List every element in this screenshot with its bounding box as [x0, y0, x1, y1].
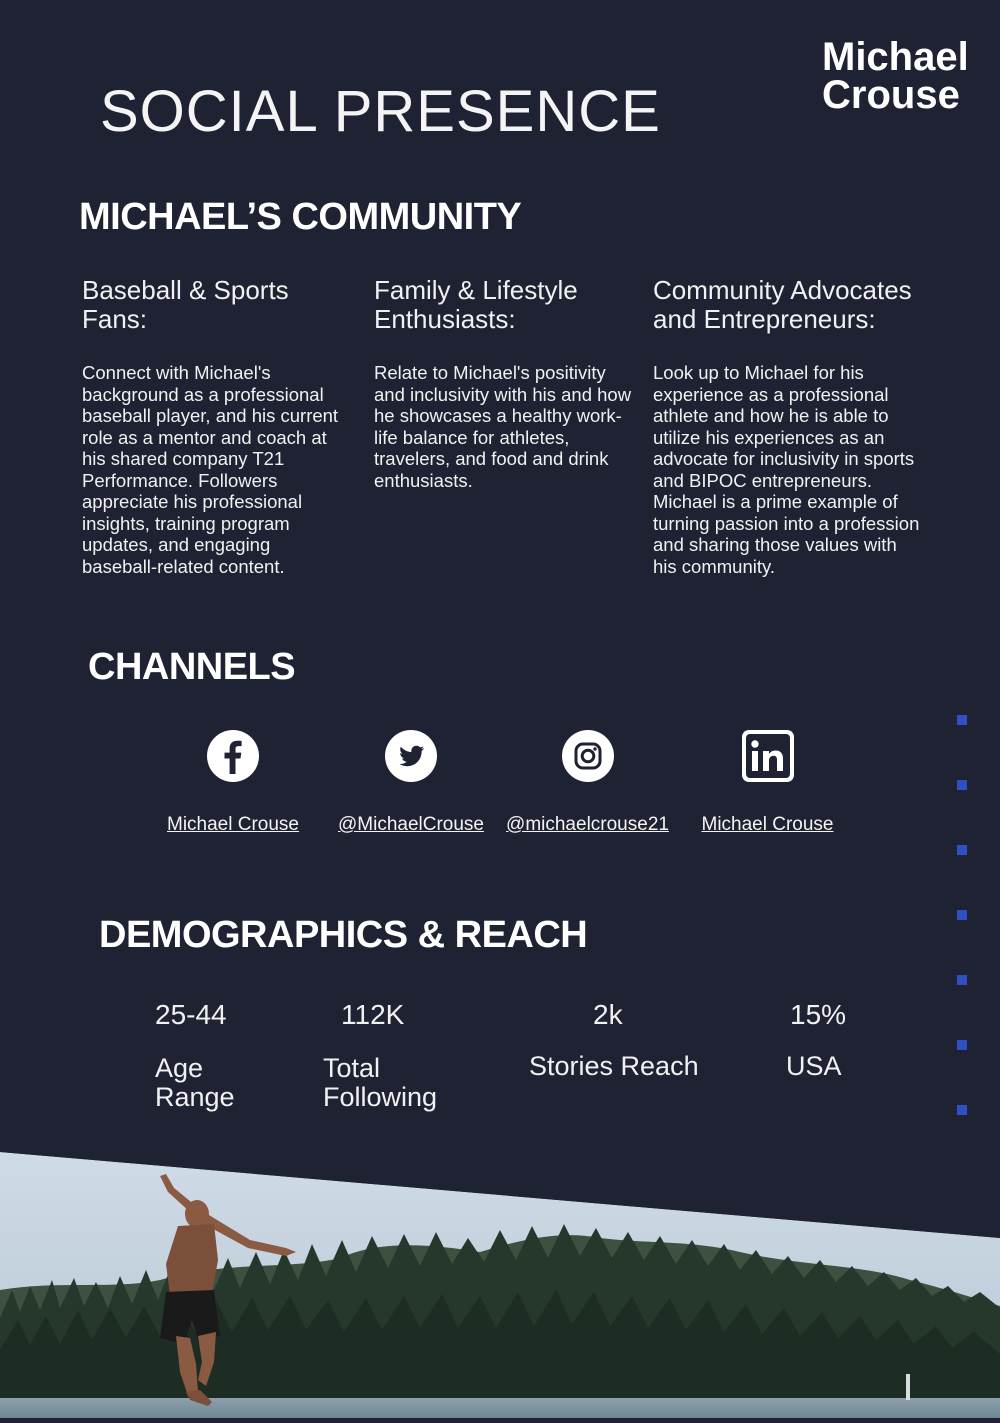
community-heading: MICHAEL’S COMMUNITY: [79, 196, 522, 238]
instagram-icon[interactable]: [560, 728, 616, 784]
stat-label: Total Following: [323, 1053, 438, 1112]
stat-value: 2k: [593, 999, 623, 1030]
stat-age-range: [155, 1000, 285, 1112]
brand-first-name: Michael: [822, 35, 969, 79]
stat-usa: [786, 1000, 886, 1081]
community-column-body: Connect with Michael's background as a professional baseball player, and his current role as a mentor and coach at his shared company T21 Performance. Followers appreciate his professional insights, training program updates, and engaging baseball-related content.: [82, 362, 339, 577]
community-column-body: Relate to Michael's positivity and inclusivity with his and how he showcases a healthy work-life balance for athletes, travelers, and food and drink enthusiasts.: [374, 362, 632, 491]
stat-value: 112K: [341, 999, 405, 1030]
community-column-sports: [82, 276, 350, 577]
brand-last-name: Crouse: [822, 73, 960, 117]
demographics-heading: DEMOGRAPHICS & REACH: [99, 914, 588, 956]
stat-label: USA: [786, 1051, 842, 1081]
community-column-body: Look up to Michael for his experience as a professional athlete and how he is able to utilize his experiences as an advocate for inclusivity in sports and BIPOC entrepreneurs. Michael is a prime example of turning passion into a profession and sharing those values with his community.: [653, 362, 920, 577]
channel-twitter: [326, 728, 496, 836]
accent-square: [957, 1105, 967, 1115]
stat-total-following: [323, 1000, 458, 1112]
facebook-icon[interactable]: [205, 728, 261, 784]
stat-value: 25-44: [155, 999, 227, 1030]
accent-square: [957, 1040, 967, 1050]
accent-square: [957, 910, 967, 920]
community-column-title: Family & Lifestyle Enthusiasts:: [374, 275, 578, 334]
linkedin-link[interactable]: Michael Crouse: [701, 814, 834, 835]
community-column-title: Baseball & Sports Fans:: [82, 275, 289, 334]
twitter-link[interactable]: @MichaelCrouse: [337, 814, 484, 835]
instagram-link[interactable]: @michaelcrouse21: [506, 814, 669, 835]
stat-stories-reach: [529, 1000, 729, 1081]
accent-square: [957, 845, 967, 855]
stat-label: Age Range: [155, 1053, 235, 1112]
channel-instagram: [500, 728, 675, 836]
facebook-link[interactable]: Michael Crouse: [167, 814, 299, 835]
channels-heading: CHANNELS: [88, 646, 296, 688]
brand-logo: [822, 35, 969, 117]
linkedin-icon[interactable]: [740, 728, 796, 784]
stat-value: 15%: [790, 999, 847, 1030]
accent-square: [957, 780, 967, 790]
accent-square: [957, 975, 967, 985]
community-column-title: Community Advocates and Entrepreneurs:: [653, 275, 912, 334]
community-column-advocates: [653, 276, 921, 577]
accent-square: [957, 715, 967, 725]
twitter-icon[interactable]: [383, 728, 439, 784]
lake-jump-photo: [0, 1140, 1000, 1418]
stat-label: Stories Reach: [529, 1051, 699, 1081]
community-column-lifestyle: [374, 276, 632, 491]
channel-linkedin: [690, 728, 845, 836]
page-title: SOCIAL PRESENCE: [100, 79, 661, 144]
channel-facebook: [158, 728, 308, 836]
